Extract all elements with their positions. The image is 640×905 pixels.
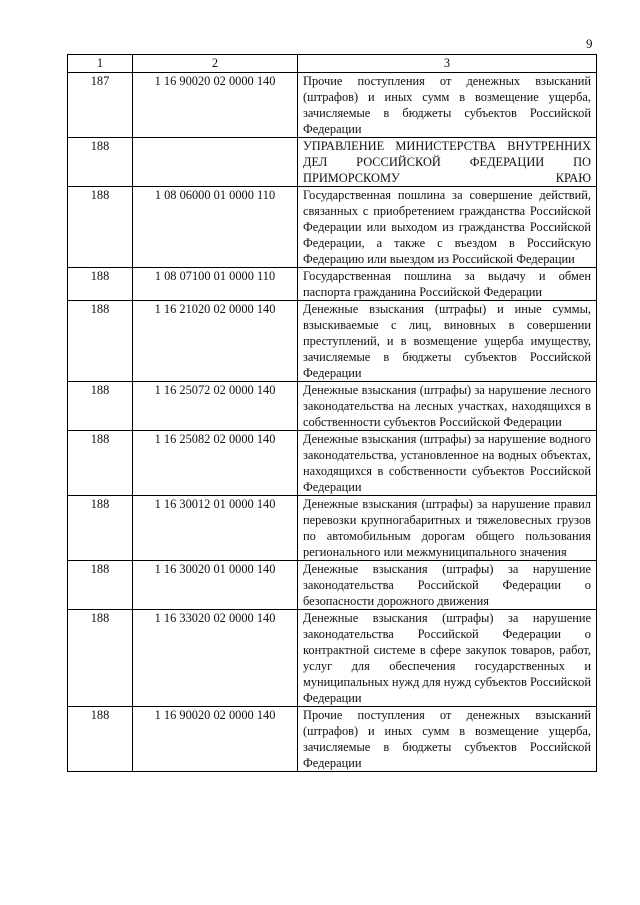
administrator-heading-cell: УПРАВЛЕНИЕ МИНИСТЕРСТВА ВНУТРЕННИХ ДЕЛ РОССИЙСКОЙ ФЕДЕРАЦИИ ПО ПРИМОРСКОМУ КРАЮ xyxy=(298,138,597,187)
description-cell: Государственная пошлина за совершение действий, связанных с приобретением гражданства Российской Федерации или выходом из гражданства Российской Федерации, а также с въездом в Российскую Федерацию или выездом из Российской Федерации xyxy=(298,187,597,268)
table-row xyxy=(68,301,597,382)
description-cell: Денежные взыскания (штрафы) за нарушение правил перевозки крупногабаритных и тяжеловесных грузов по автомобильным дорогам общего пользования регионального или межмуниципального значения xyxy=(298,496,597,561)
revenue-codes-table xyxy=(67,54,597,772)
revenue-code-cell xyxy=(133,138,298,187)
column-header-3: 3 xyxy=(298,55,597,73)
admin-code-cell: 188 xyxy=(68,382,133,431)
revenue-code-cell: 1 16 21020 02 0000 140 xyxy=(133,301,298,382)
table-row xyxy=(68,268,597,301)
admin-code-cell: 188 xyxy=(68,268,133,301)
description-cell: Денежные взыскания (штрафы) за нарушение законодательства Российской Федерации о контрактной системе в сфере закупок товаров, работ, услуг для обеспечения государственных и муниципальных нужд для нужд субъектов Российской Федерации xyxy=(298,610,597,707)
revenue-code-cell: 1 16 25082 02 0000 140 xyxy=(133,431,298,496)
table-row xyxy=(68,431,597,496)
revenue-code-cell: 1 16 25072 02 0000 140 xyxy=(133,382,298,431)
admin-code-cell: 187 xyxy=(68,73,133,138)
description-cell: Денежные взыскания (штрафы) и иные суммы, взыскиваемые с лиц, виновных в совершении преступлений, и в возмещение ущерба имуществу, зачисляемые в бюджеты субъектов Российской Федерации xyxy=(298,301,597,382)
table-row xyxy=(68,610,597,707)
revenue-code-cell: 1 16 90020 02 0000 140 xyxy=(133,707,298,772)
admin-code-cell: 188 xyxy=(68,431,133,496)
table-row xyxy=(68,496,597,561)
revenue-code-cell: 1 16 30012 01 0000 140 xyxy=(133,496,298,561)
column-header-1: 1 xyxy=(68,55,133,73)
revenue-code-cell: 1 16 30020 01 0000 140 xyxy=(133,561,298,610)
description-cell: Государственная пошлина за выдачу и обмен паспорта гражданина Российской Федерации xyxy=(298,268,597,301)
admin-code-cell: 188 xyxy=(68,187,133,268)
admin-code-cell: 188 xyxy=(68,496,133,561)
revenue-code-cell: 1 08 06000 01 0000 110 xyxy=(133,187,298,268)
table-row xyxy=(68,382,597,431)
admin-code-cell: 188 xyxy=(68,301,133,382)
admin-code-cell: 188 xyxy=(68,138,133,187)
description-cell: Денежные взыскания (штрафы) за нарушение законодательства Российской Федерации о безопасности дорожного движения xyxy=(298,561,597,610)
admin-code-cell: 188 xyxy=(68,561,133,610)
description-cell: Прочие поступления от денежных взысканий (штрафов) и иных сумм в возмещение ущерба, зачисляемые в бюджеты субъектов Российской Федерации xyxy=(298,73,597,138)
description-cell: Денежные взыскания (штрафы) за нарушение водного законодательства, установленное на водных объектах, находящихся в собственности субъектов Российской Федерации xyxy=(298,431,597,496)
table-row xyxy=(68,561,597,610)
description-cell: Денежные взыскания (штрафы) за нарушение лесного законодательства на лесных участках, находящихся в собственности субъектов Российской Федерации xyxy=(298,382,597,431)
table-row xyxy=(68,187,597,268)
revenue-code-cell: 1 16 33020 02 0000 140 xyxy=(133,610,298,707)
revenue-code-cell: 1 08 07100 01 0000 110 xyxy=(133,268,298,301)
table-header-row xyxy=(68,55,597,73)
page-number: 9 xyxy=(586,36,593,51)
admin-code-cell: 188 xyxy=(68,707,133,772)
table-row xyxy=(68,138,597,187)
description-cell: Прочие поступления от денежных взысканий (штрафов) и иных сумм в возмещение ущерба, зачисляемые в бюджеты субъектов Российской Федерации xyxy=(298,707,597,772)
revenue-code-cell: 1 16 90020 02 0000 140 xyxy=(133,73,298,138)
table-row xyxy=(68,73,597,138)
admin-code-cell: 188 xyxy=(68,610,133,707)
column-header-2: 2 xyxy=(133,55,298,73)
table-row xyxy=(68,707,597,772)
